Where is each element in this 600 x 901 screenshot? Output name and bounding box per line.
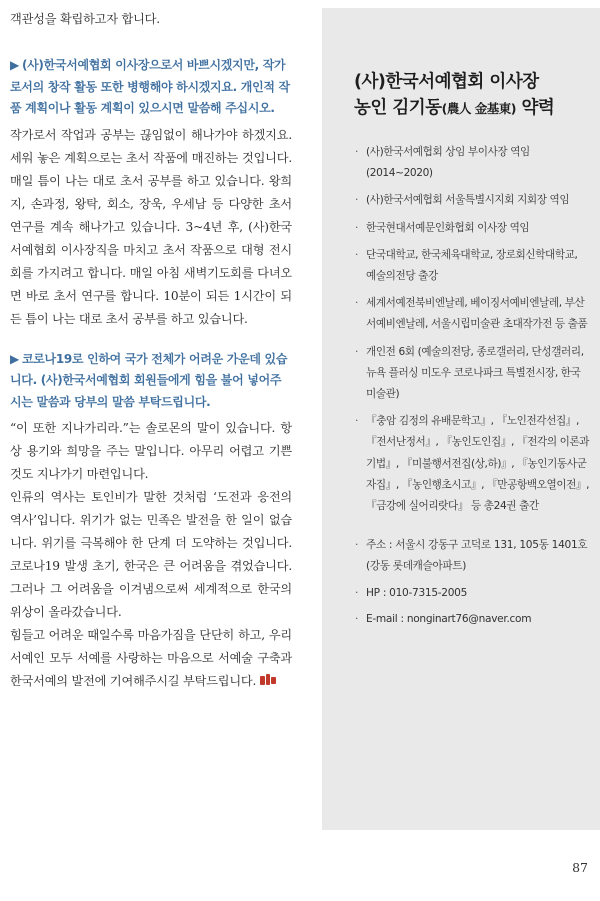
question-1-text: (사)한국서예협회 이사장으로서 바쁘시겠지만, 작가로서의 창작 활동 또한 병행해야 하시겠지요. 개인적 작품 계획이나 활동 계획이 있으시면 말씀해 주십시오. — [10, 58, 290, 115]
interview-column — [10, 8, 292, 693]
career-list — [354, 142, 590, 517]
career-item: · (사)한국서예협회 상임 부이사장 역임 (2014~2020) — [354, 142, 590, 184]
page-number: 87 — [572, 860, 588, 875]
profile-name: 농인 김기동 — [354, 98, 442, 118]
question-2 — [10, 349, 292, 414]
career-item: · (사)한국서예협회 서울특별시지회 지회장 역임 — [354, 190, 590, 211]
intro-paragraph: 객관성을 확립하고자 합니다. — [10, 12, 160, 26]
question-1 — [10, 55, 292, 120]
question-2-text: 코로나19로 인하여 국가 전체가 어려운 가운데 있습니다. (사)한국서예협회 회원들에게 힘을 불어 넣어주시는 말씀과 당부의 말씀 부탁드립니다. — [10, 351, 288, 409]
profile-title-line-1: (사)한국서예협회 이사장 — [354, 72, 539, 92]
profile-content — [354, 69, 590, 635]
profile-title-suffix: 약력 — [521, 98, 555, 118]
career-item: · 단국대학교, 한국체육대학교, 장로회신학대학교, 예술의전당 출강 — [354, 245, 590, 287]
answer-2-paragraph-2: 인류의 역사는 토인비가 말한 것처럼 ‘도전과 응전의 역사’입니다. 위기가 없는 민족은 발전을 한 일이 없습니다. 위기를 극복해야 한 단계 더 도약하는 것입니다. 코로나19 발생 초기, 한국은 큰 어려움을 겪었습니다. 그러나 그 어려움을 이겨냄으로써 세계적으로 한국의 위상이 올라갔습니다. — [10, 490, 292, 619]
profile-title-line-2 — [354, 95, 590, 122]
triangle-arrow-icon: ▶ — [10, 351, 19, 366]
triangle-arrow-icon: ▶ — [10, 58, 19, 72]
red-seal-stamp-icon — [260, 674, 276, 686]
career-item: · 『충암 김정의 유배문학고』, 『노인전각선집』, 『전서난정서』, 『농인도인집』, 『전각의 이론과 기법』, 『미불행서전집(상,하)』, 『농인기동사군자집』, 『농인행초시고』, 『만공항백오열이전』, 『금강에 실어리랏다』 등 총24권 출간 — [354, 411, 590, 517]
contact-phone: · HP : 010-7315-2005 — [354, 583, 590, 604]
profile-name-hanja: (農人 金基東) — [441, 101, 516, 116]
answer-2-paragraph-3-text: 힘들고 어려운 때일수록 마음가짐을 단단히 하고, 우리 서예인 모두 서예를 사랑하는 마음으로 서예술 구축과 한국서예의 발전에 기여해주시길 부탁드립니다. — [10, 628, 292, 688]
career-item: · 개인전 6회 (예술의전당, 종로갤러리, 단성갤러리, 뉴욕 플러싱 미도우 코로나파크 특별전시장, 한국미술관) — [354, 342, 590, 406]
career-item: · 한국현대서예문인화협회 이사장 역임 — [354, 218, 590, 239]
profile-title — [354, 69, 590, 122]
answer-2-paragraph-3 — [10, 624, 292, 693]
contact-list — [354, 535, 590, 630]
contact-email: · E-mail : nonginart76@naver.com — [354, 609, 590, 630]
profile-sidebar — [322, 8, 600, 830]
career-item: · 세계서예전북비엔날레, 베이징서예비엔날레, 부산서예비엔날레, 서울시립미술관 초대작가전 등 출품 — [354, 293, 590, 335]
contact-address: · 주소 : 서울시 강동구 고덕로 131, 105동 1401호 (강동 롯데캐슬아파트) — [354, 535, 590, 577]
answer-2-paragraph-1: “이 또한 지나가리라.”는 솔로몬의 말이 있습니다. 항상 용기와 희망을 주는 말입니다. 아무리 어렵고 기쁜 것도 지나가기 마련입니다. — [10, 421, 292, 481]
answer-1: 작가로서 작업과 공부는 끊임없이 해나가야 하겠지요. 세워 놓은 계획으로는 초서 작품에 매진하는 것입니다. 매일 틈이 나는 대로 초서 공부를 하고 있습니다. 왕희지, 손과정, 왕탁, 회소, 장욱, 우세남 등 다양한 초서 연구를 계속 해나가고 있습니다. 3~4년 후, (사)한국서예협회 이사장직을 마치고 초서 작품으로 대형 전시회를 가지려고 합니다. 매일 아침 새벽기도회를 다녀오면 바로 초서 연구를 합니다. 10분이 되든 1시간이 되든 틈이 나는 대로 초서 공부를 하고 있습니다. — [10, 127, 292, 326]
